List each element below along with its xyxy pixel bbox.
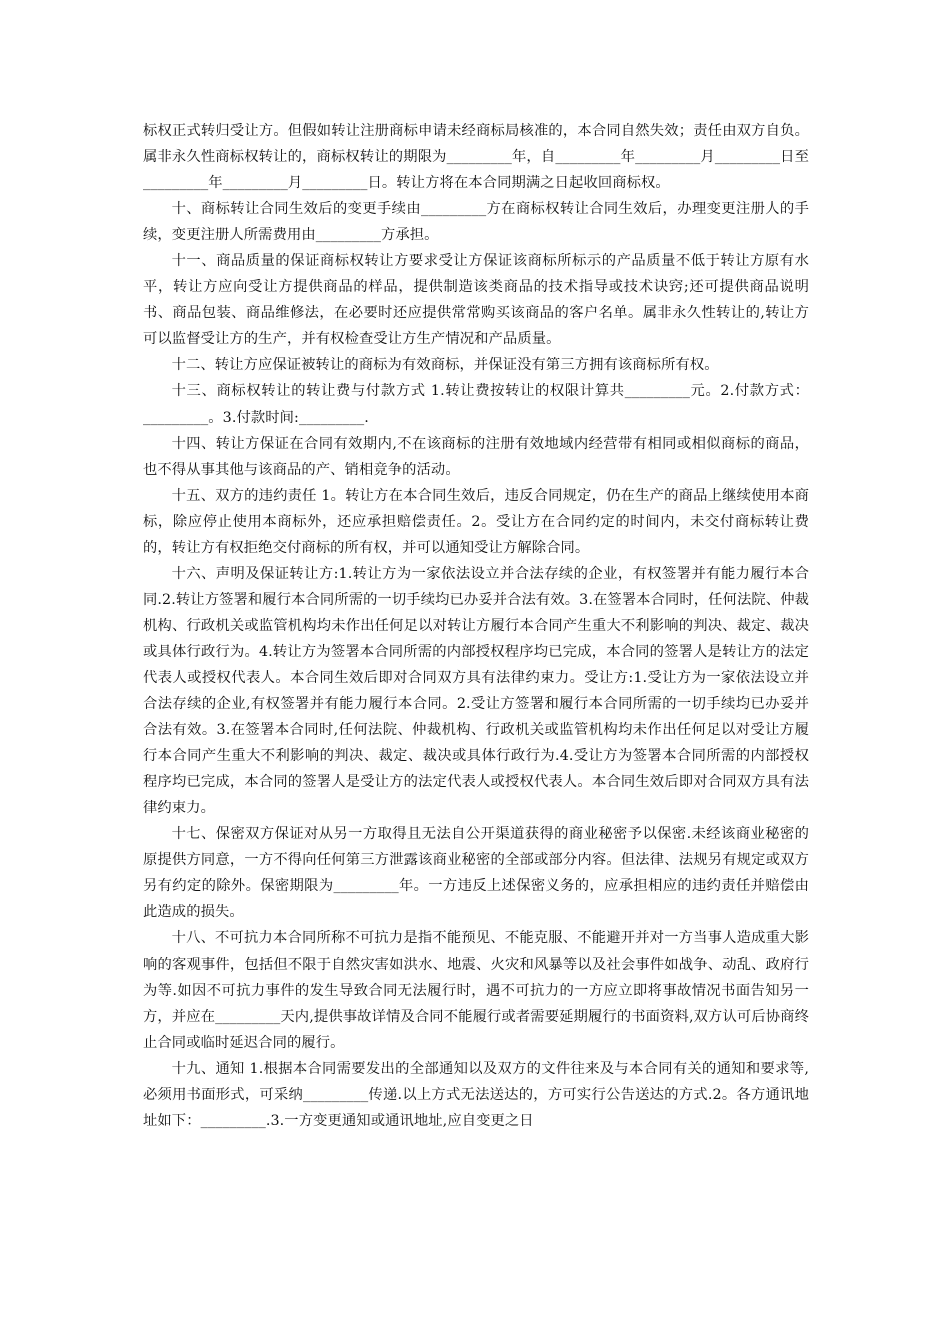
document-body: [143, 118, 809, 1134]
paragraph-clause-13: 十三、商标权转让的转让费与付款方式 1.转让费按转让的权限计算共_________元。2.付款方式：_________。3.付款时间:_________.: [143, 383, 809, 426]
paragraph-clause-14: 十四、转让方保证在合同有效期内,不在该商标的注册有效地域内经营带有相同或相似商标的商品，也不得从事其他与该商品的产、销相竞争的活动。: [143, 435, 809, 478]
paragraph-clause-15: 十五、双方的违约责任 1。转让方在本合同生效后，违反合同规定，仍在生产的商品上继续使用本商标，除应停止使用本商标外，还应承担赔偿责任。2。受让方在合同约定的时间内，未交付商标转让费的，转让方有权拒绝交付商标的所有权，并可以通知受让方解除合同。: [143, 487, 809, 556]
paragraph-clause-17: 十七、保密双方保证对从另一方取得且无法自公开渠道获得的商业秘密予以保密.未经该商业秘密的原提供方同意，一方不得向任何第三方泄露该商业秘密的全部或部分内容。但法律、法规另有规定或双方另有约定的除外。保密期限为_________年。一方违反上述保密义务的，应承担相应的违约责任并赔偿由此造成的损失。: [143, 826, 809, 921]
paragraph-clause-18: 十八、不可抗力本合同所称不可抗力是指不能预见、不能克服、不能避开并对一方当事人造成重大影响的客观事件，包括但不限于自然灾害如洪水、地震、火灾和风暴等以及社会事件如战争、动乱、政府行为等.如因不可抗力事件的发生导致合同无法履行时，遇不可抗力的一方应立即将事故情况书面告知另一方，并应在_________天内,提供事故详情及合同不能履行或者需要延期履行的书面资料,双方认可后协商终止合同或临时延迟合同的履行。: [143, 930, 809, 1051]
paragraph-clause-19: 十九、通知 1.根据本合同需要发出的全部通知以及双方的文件往来及与本合同有关的通知和要求等,必须用书面形式，可采纳_________传递.以上方式无法送达的，方可实行公告送达的方式.2。各方通讯地址如下：_________.3.一方变更通知或通讯地址,应自变更之日: [143, 1060, 809, 1129]
paragraph-clause-11: 十一、商品质量的保证商标权转让方要求受让方保证该商标所标示的产品质量不低于转让方原有水平，转让方应向受让方提供商品的样品，提供制造该类商品的技术指导或技术诀窍;还可提供商品说明书、商品包装、商品维修法，在必要时还应提供常常购买该商品的客户名单。属非永久性转让的,转让方可以监督受让方的生产，并有权检查受让方生产情况和产品质量。: [143, 253, 809, 348]
paragraph-clause-12: 十二、转让方应保证被转让的商标为有效商标，并保证没有第三方拥有该商标所有权。: [171, 357, 719, 374]
paragraph-clause-10: 十、商标转让合同生效后的变更手续由_________方在商标权转让合同生效后，办理变更注册人的手续，变更注册人所需费用由_________方承担。: [143, 201, 809, 244]
paragraph-continued: 标权正式转归受让方。但假如转让注册商标申请未经商标局核准的，本合同自然失效；责任由双方自负。属非永久性商标权转让的，商标权转让的期限为_________年，自_________年_________月_________日至_________年_________月_________日。转让方将在本合同期满之日起收回商标权。: [143, 123, 809, 192]
paragraph-clause-16: 十六、声明及保证转让方:1.转让方为一家依法设立并合法存续的企业，有权签署并有能力履行本合同.2.转让方签署和履行本合同所需的一切手续均已办妥并合法有效。3.在签署本合同时，任何法院、仲裁机构、行政机关或监管机构均未作出任何足以对转让方履行本合同产生重大不利影响的判决、裁定、裁决或具体行政行为。4.转让方为签署本合同所需的内部授权程序均已完成，本合同的签署人是转让方的法定代表人或授权代表人。本合同生效后即对合同双方具有法律约束力。受让方:1.受让方为一家依法设立并合法存续的企业,有权签署并有能力履行本合同。2.受让方签署和履行本合同所需的一切手续均已办妥并合法有效。3.在签署本合同时,任何法院、仲裁机构、行政机关或监管机构均未作出任何足以对受让方履行本合同产生重大不利影响的判决、裁定、裁决或具体行政行为.4.受让方为签署本合同所需的内部授权程序均已完成，本合同的签署人是受让方的法定代表人或授权代表人。本合同生效后即对合同双方具有法律约束力。: [143, 565, 809, 817]
